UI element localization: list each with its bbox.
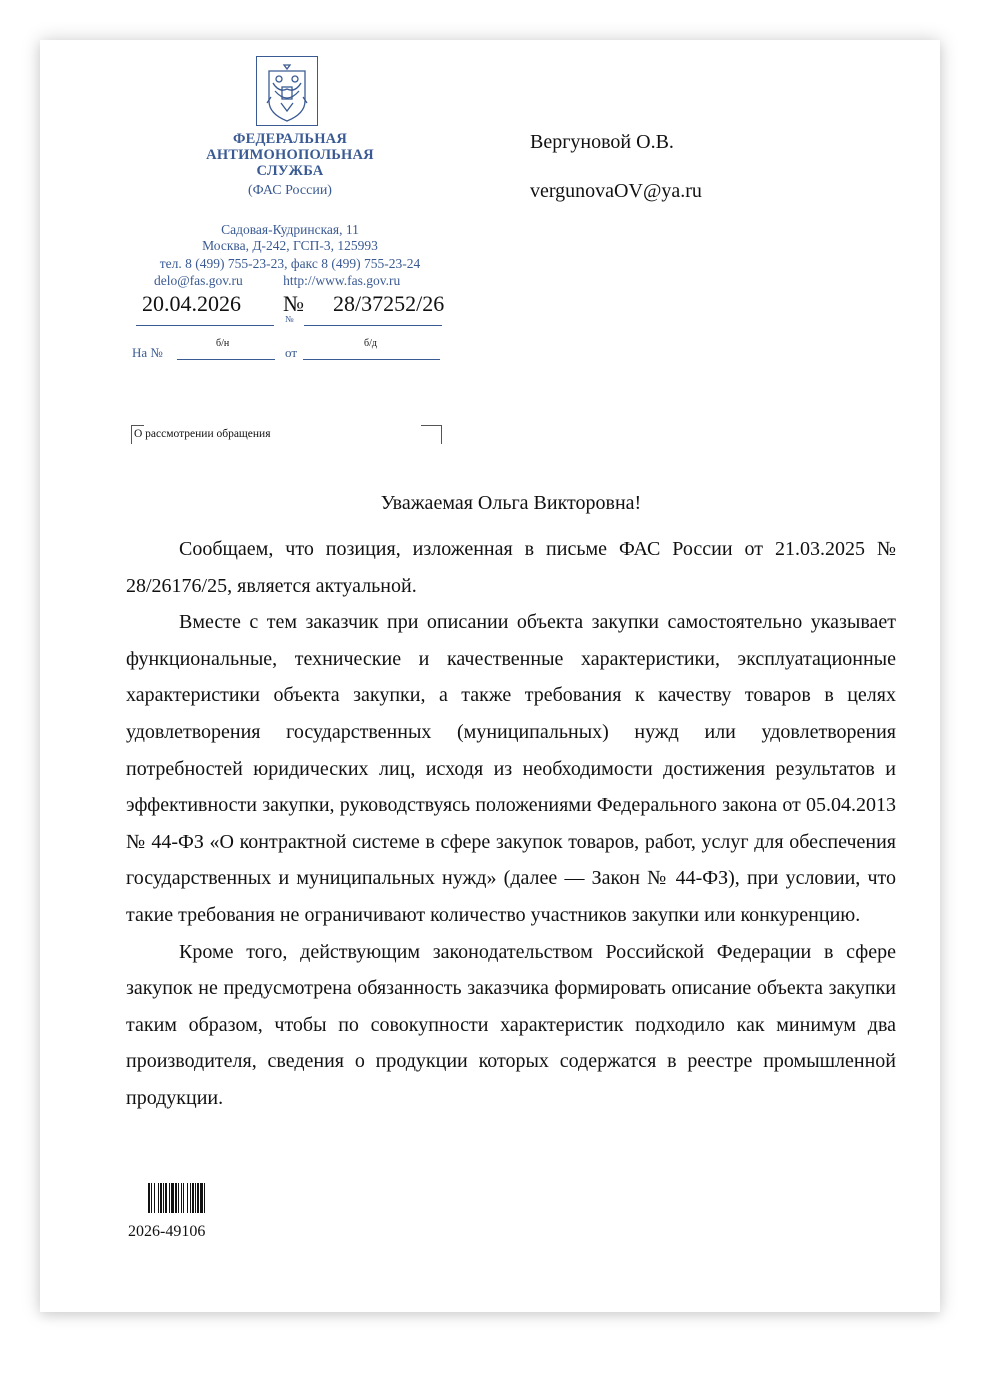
date-underline — [136, 325, 274, 326]
registration-number: 28/37252/26 — [333, 291, 445, 316]
contacts-line — [154, 273, 400, 289]
subject-corner-right — [421, 425, 442, 444]
agency-email: delo@fas.gov.ru — [154, 273, 243, 288]
number-sign-small: № — [285, 314, 294, 324]
agency-name-line-3: СЛУЖБА — [256, 163, 324, 179]
barcode-number: 2026-49106 — [128, 1223, 206, 1240]
agency-website: http://www.fas.gov.ru — [283, 273, 401, 288]
registration-date: 20.04.2026 — [142, 291, 241, 316]
agency-name — [180, 131, 400, 179]
in-reply-label: На № — [132, 345, 163, 360]
from-underline — [303, 359, 440, 360]
body-paragraph-1: Сообщаем, что позиция, изложенная в письме ФАС России от 21.03.2025 № 28/26176/25, является актуальной. — [126, 538, 896, 597]
double-headed-eagle-icon — [257, 57, 317, 125]
number-sign: № — [283, 291, 304, 316]
body-paragraph-3: Кроме того, действующим законодательством Российской Федерации в сфере закупок не предусмотрена обязанность заказчика формировать описание объекта закупки таким образом, чтобы по совокупности характеристик подходило как минимум два производителя, сведения о продукции которых содержатся в реестре промышленной продукции. — [126, 940, 896, 1109]
body-paragraph-2: Вместе с тем заказчик при описании объекта закупки самостоятельно указывает функциональные, технические и качественные характеристики, эксплуатационные характеристики объекта закупки, а также требования к качеству товаров в целях удовлетворения государственных (муниципальных) нужд или удовлетворения потребностей юридических лиц, исходя из необходимости достижения результатов и эффективности закупки, руководствуясь положениями Федерального закона от 05.04.2013 № 44-ФЗ «О контрактной системе в сфере закупок товаров, работ, услуг для обеспечения государственных и муниципальных нужд» (далее — Закон № 44-ФЗ), при условии, что такие требования не ограничивают количество участников закупки или конкуренцию. — [126, 611, 896, 926]
letter-subject: О рассмотрении обращения — [134, 428, 271, 440]
in-reply-value: б/н — [216, 338, 230, 349]
recipient-name: Вергуновой О.В. — [530, 131, 674, 153]
address-street: Садовая-Кудринская, 11 — [221, 222, 359, 237]
recipient-email: vergunovaOV@ya.ru — [530, 180, 702, 202]
from-label: от — [285, 345, 298, 360]
barcode-icon — [148, 1183, 244, 1213]
agency-name-line-1: ФЕДЕРАЛЬНАЯ — [232, 131, 348, 147]
number-underline — [304, 325, 442, 326]
from-value: б/д — [364, 338, 377, 349]
letter-greeting: Уважаемая Ольга Викторовна! — [380, 492, 642, 514]
letter-body — [126, 531, 896, 1117]
agency-name-line-2: АНТИМОНОПОЛЬНАЯ — [206, 147, 374, 163]
agency-abbreviation: (ФАС России) — [248, 183, 332, 198]
address-city: Москва, Д-242, ГСП-3, 125993 — [202, 238, 378, 253]
letter-page — [40, 40, 940, 1312]
in-reply-underline — [177, 359, 275, 360]
coat-of-arms-emblem — [256, 56, 318, 126]
address-phones: тел. 8 (499) 755-23-23, факс 8 (499) 755-23-24 — [159, 256, 421, 271]
